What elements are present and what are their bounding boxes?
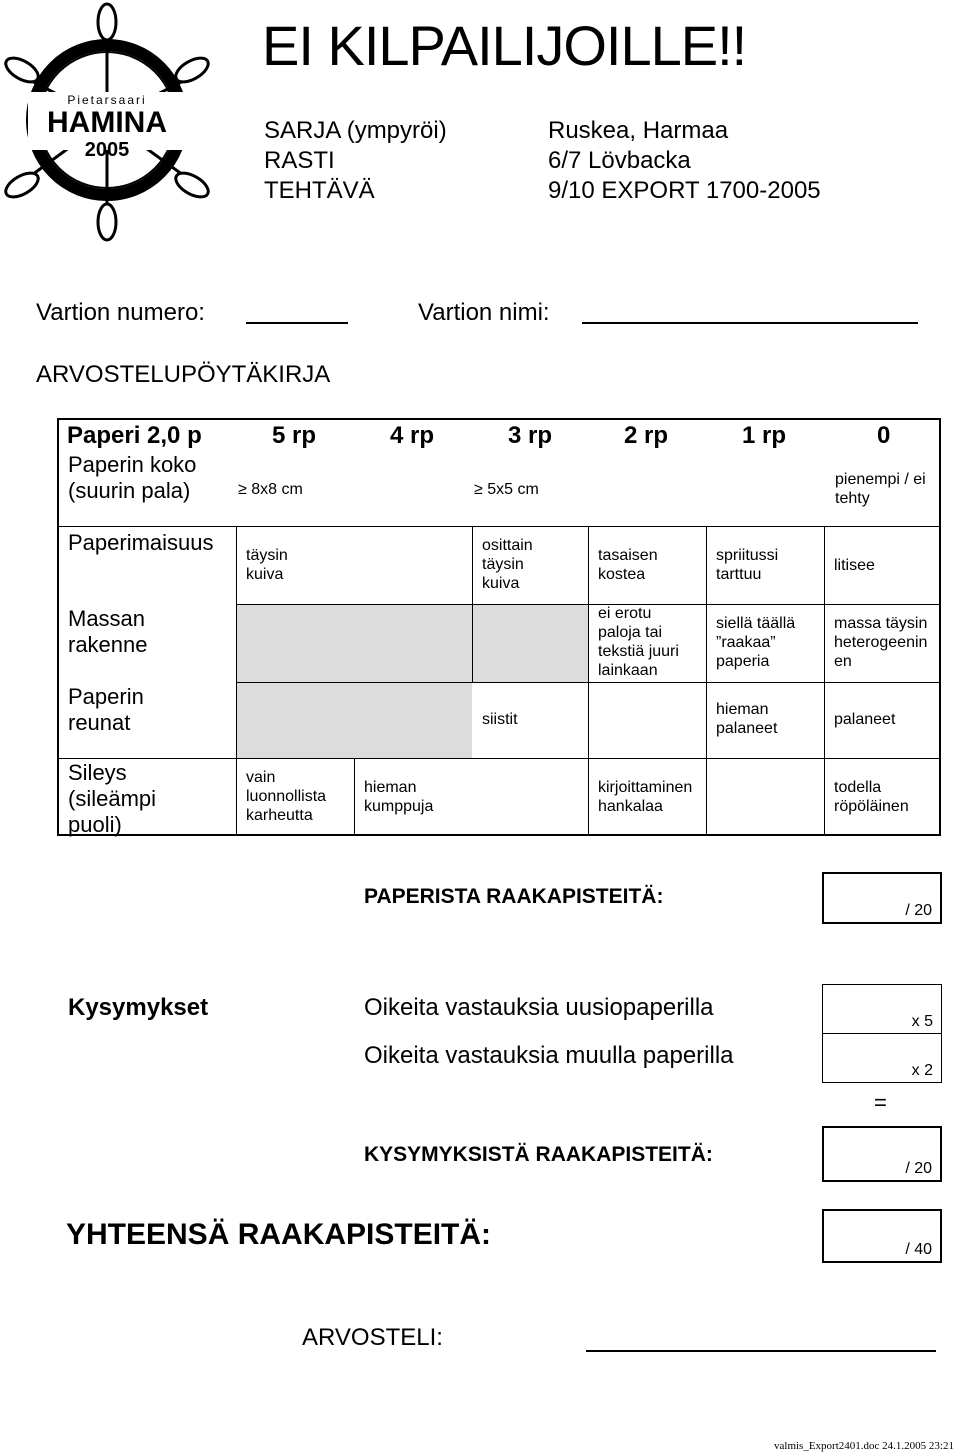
footer-filename: valmis_Export2401.doc 24.1.2005 23:21 [774,1440,954,1452]
questions-recycled: Oikeita vastauksia uusiopaperilla [364,994,714,1021]
row-label-pulp: Massan rakenne [68,606,148,657]
questions-label: Kysymykset [68,994,209,1021]
size-5rp: ≥ 8x8 cm [238,481,303,498]
header-4rp: 4 rp [390,422,435,449]
patrol-number-label: Vartion numero: [36,299,205,326]
size-3rp: ≥ 5x5 cm [474,481,539,498]
paper-points-label: PAPERISTA RAAKAPISTEITÄ: [364,885,664,908]
other-answers-box[interactable] [822,1033,942,1083]
shaded-area [472,604,588,682]
header-2rp: 2 rp [624,422,669,449]
checkpoint-value: 6/7 Lövbacka [548,147,691,174]
questions-other: Oikeita vastauksia muulla paperilla [364,1042,734,1069]
series-label: SARJA (ympyröi) [264,117,447,144]
size-0: pienempi / ei tehty [835,471,926,507]
smoothness-5rp: vain luonnollista karheutta [246,769,327,824]
equals-sign: = [874,1090,887,1115]
patrol-name-line[interactable] [582,322,918,324]
header-paper: Paperi 2,0 p [67,422,202,449]
paperness-5rp: täysin kuiva [246,547,288,583]
multiplier-2: x 2 [911,1062,933,1079]
row-label-smoothness: Sileys (sileämpi puoli) [68,760,157,837]
question-points-box[interactable] [822,1126,942,1182]
row-label-edges: Paperin reunat [68,684,144,735]
hamina-logo [0,0,215,245]
protocol-title: ARVOSTELUPÖYTÄKIRJA [36,361,331,388]
paperness-3rp: osittain täysin kuiva [482,537,533,592]
pulp-0: massa täysin heterogeeninen [834,615,928,670]
patrol-number-line[interactable] [246,322,348,324]
header-5rp: 5 rp [272,422,317,449]
recycled-answers-box[interactable] [822,984,942,1034]
edges-0: palaneet [834,711,896,728]
paperness-2rp: tasaisen kostea [598,547,658,583]
row-label-paperness: Paperimaisuus [68,530,214,555]
pulp-1rp: siellä täällä ”raakaa” paperia [716,615,796,670]
paper-points-max: / 20 [905,902,932,919]
svg-text:Pietarsaari: Pietarsaari [67,93,147,107]
total-points-label: YHTEENSÄ RAAKAPISTEITÄ: [66,1218,492,1251]
shaded-area [236,604,472,758]
question-points-max: / 20 [905,1160,932,1177]
scoring-table [57,418,941,836]
smoothness-2rp: kirjoittaminen hankalaa [598,779,693,815]
question-points-label: KYSYMYKSISTÄ RAAKAPISTEITÄ: [364,1143,713,1166]
smoothness-0: todella röpöläinen [834,779,909,815]
checkpoint-label: RASTI [264,147,335,174]
paper-points-box[interactable] [822,872,942,924]
total-points-max: / 40 [905,1241,932,1258]
smoothness-4rp: hieman kumppuja [364,779,434,815]
header-0: 0 [877,422,891,449]
multiplier-5: x 5 [911,1013,933,1030]
grader-line[interactable] [586,1350,936,1352]
grader-label: ARVOSTELI: [302,1324,443,1351]
svg-text:HAMINA: HAMINA [47,106,167,139]
header-3rp: 3 rp [508,422,553,449]
row-label-size: Paperin koko (suurin pala) [68,452,197,503]
paperness-0: litisee [834,557,875,574]
edges-3rp: siistit [482,711,518,728]
total-points-box[interactable] [822,1209,942,1263]
header-1rp: 1 rp [742,422,787,449]
task-label: TEHTÄVÄ [264,177,375,204]
task-value: 9/10 EXPORT 1700-2005 [548,177,821,204]
page-title: EI KILPAILIJOILLE!! [262,14,747,77]
pulp-2rp: ei erotu paloja tai tekstiä juuri lainkaan [598,605,679,679]
series-value: Ruskea, Harmaa [548,117,729,144]
svg-text:2005: 2005 [84,139,130,161]
patrol-name-label: Vartion nimi: [418,299,550,326]
paperness-1rp: spriitussi tarttuu [716,547,779,583]
edges-1rp: hieman palaneet [716,701,778,737]
